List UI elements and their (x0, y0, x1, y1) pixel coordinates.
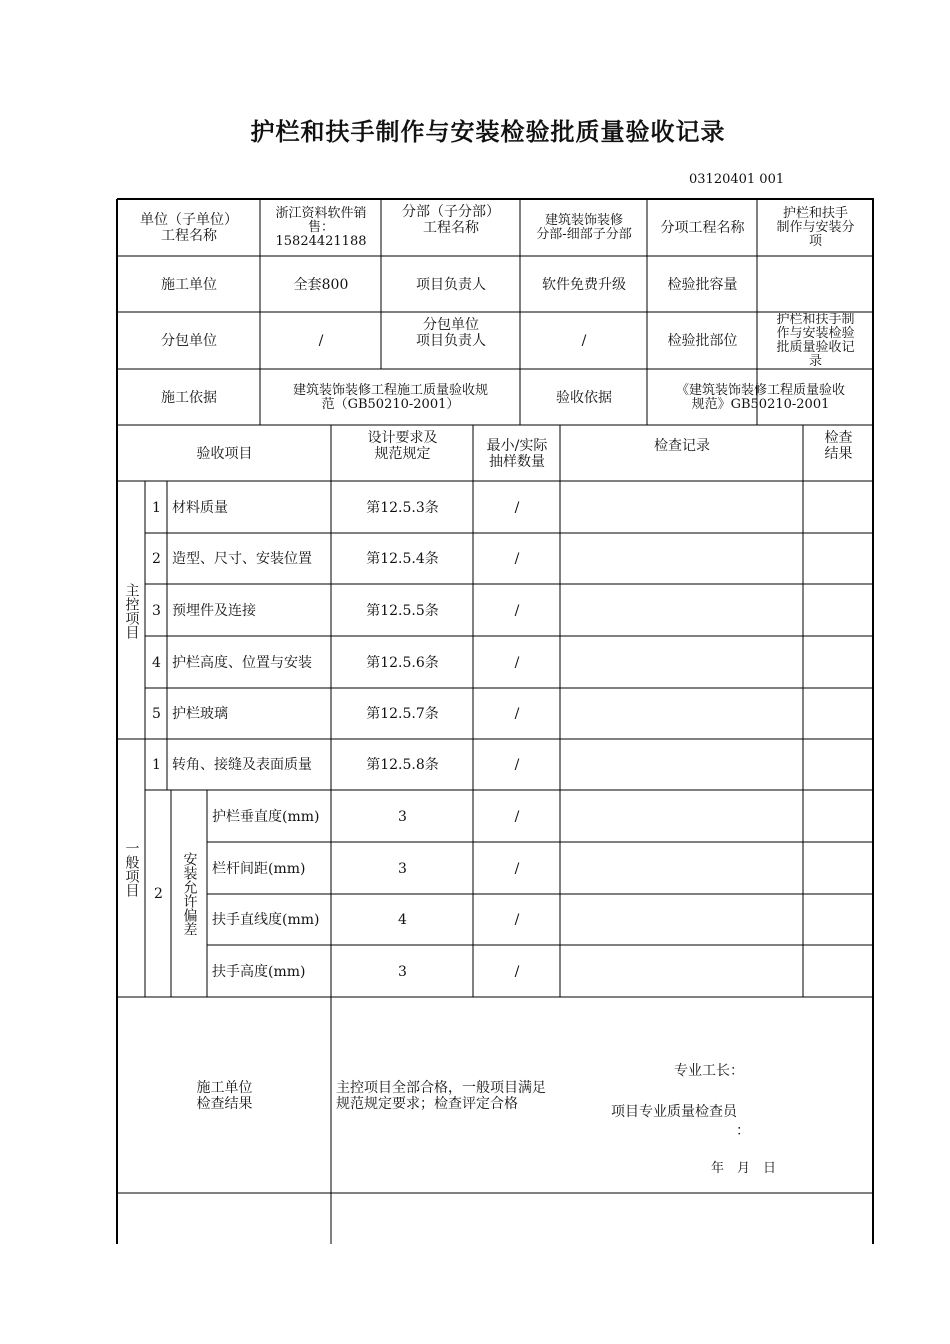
subcontractor-value: / (318, 333, 324, 349)
tolerance-row-value: 3 (398, 808, 407, 825)
tolerance-row-sample: / (514, 912, 520, 928)
main-row-name: 造型、尺寸、安装位置 (172, 551, 312, 567)
subitem-project-name-value: 护栏和扶手 制作与安装分 项 (776, 206, 855, 249)
project-manager-label: 项目负责人 (416, 276, 486, 293)
acceptance-basis-value: 《建筑装饰装修工程质量验收 规范》GB50210-2001 (675, 382, 845, 412)
main-row-sample: / (514, 654, 520, 671)
tolerance-row-value: 4 (398, 912, 407, 928)
main-row-spec: 第12.5.5条 (366, 602, 439, 619)
main-row-name: 预埋件及连接 (172, 602, 256, 619)
col-header-sample: 最小/实际 抽样数量 (486, 437, 548, 470)
general-row-spec: 第12.5.8条 (366, 757, 439, 773)
division-project-name-label: 分部（子分部） 工程名称 (402, 204, 500, 236)
general-row-name: 转角、接缝及表面质量 (172, 757, 312, 773)
tolerance-group-no: 2 (154, 886, 163, 902)
main-row-name: 护栏玻璃 (172, 706, 228, 722)
col-header-result: 检查 结果 (824, 430, 853, 462)
main-row-no: 2 (152, 551, 161, 567)
quality-inspector-colon: ： (736, 1123, 750, 1139)
general-row-no: 1 (152, 757, 161, 773)
tolerance-row-name: 扶手高度(mm) (212, 963, 306, 980)
subcontractor-label: 分包单位 (161, 333, 217, 349)
division-project-name-value: 建筑装饰装修 分部-细部子分部 (536, 213, 632, 242)
main-row-no: 5 (152, 706, 161, 722)
foreman-signature-label: 专业工长： (674, 1063, 744, 1079)
col-header-record: 检查记录 (654, 438, 710, 454)
main-row-spec: 第12.5.7条 (366, 706, 439, 722)
main-control-label: 主控项目 (123, 582, 140, 639)
main-row-spec: 第12.5.3条 (366, 499, 439, 516)
contractor-check-label: 施工单位 检查结果 (196, 1079, 253, 1112)
unit-project-name-value: 浙江资料软件销 售： 15824421188 (275, 206, 367, 249)
tolerance-row-value: 3 (398, 860, 407, 877)
document-title: 护栏和扶手制作与安装检验批质量验收记录 (250, 117, 726, 146)
check-conclusion: 主控项目全部合格，一般项目满足 规范规定要求；检查评定合格 (336, 1080, 546, 1112)
tolerance-row-value: 3 (398, 963, 407, 980)
quality-inspector-label: 项目专业质量检查员 (611, 1104, 737, 1120)
tolerance-group-label: 安装允许偏差 (181, 852, 198, 936)
main-row-no: 4 (152, 654, 161, 671)
tolerance-row-name: 扶手直线度(mm) (212, 912, 320, 928)
tolerance-row-sample: / (514, 860, 520, 877)
contractor-value: 全套800 (293, 276, 349, 293)
subitem-project-name-label: 分项工程名称 (660, 220, 745, 236)
construction-basis-value: 建筑装饰装修工程施工质量验收规 范（GB50210-2001） (292, 382, 488, 412)
subcontractor-pm-label: 分包单位 项目负责人 (416, 317, 486, 349)
batch-location-value: 护栏和扶手制 作与安装检验 批质量验收记 录 (776, 313, 855, 369)
tolerance-row-sample: / (514, 963, 520, 980)
col-header-design: 设计要求及 规范规定 (367, 430, 438, 462)
main-row-no: 1 (152, 499, 161, 516)
batch-capacity-label: 检验批容量 (667, 276, 738, 293)
main-row-sample: / (514, 602, 520, 619)
construction-basis-label: 施工依据 (161, 389, 217, 406)
contractor-label: 施工单位 (161, 276, 217, 293)
main-row-name: 护栏高度、位置与安装 (172, 654, 312, 671)
general-label: 一般项目 (123, 840, 140, 897)
acceptance-basis-label: 验收依据 (556, 389, 612, 406)
tolerance-row-sample: / (514, 808, 520, 825)
unit-project-name-label: 单位（子单位） 工程名称 (140, 212, 238, 244)
tolerance-row-name: 栏杆间距(mm) (212, 860, 306, 877)
main-row-spec: 第12.5.4条 (366, 551, 439, 567)
general-row-sample: / (514, 757, 520, 773)
main-row-no: 3 (152, 602, 161, 619)
check-date: 年 月 日 (711, 1161, 777, 1176)
col-header-item: 验收项目 (196, 445, 253, 462)
batch-location-label: 检验批部位 (667, 333, 738, 349)
subcontractor-pm-value: / (581, 333, 587, 349)
main-row-sample: / (514, 706, 520, 722)
main-row-sample: / (514, 499, 520, 516)
document-code: 03120401 001 (689, 172, 785, 187)
project-manager-value: 软件免费升级 (542, 276, 626, 293)
main-row-name: 材料质量 (172, 499, 228, 516)
batch-capacity-value (758, 257, 873, 312)
tolerance-row-name: 护栏垂直度(mm) (212, 808, 320, 825)
main-row-sample: / (514, 551, 520, 567)
main-row-spec: 第12.5.6条 (366, 654, 439, 671)
